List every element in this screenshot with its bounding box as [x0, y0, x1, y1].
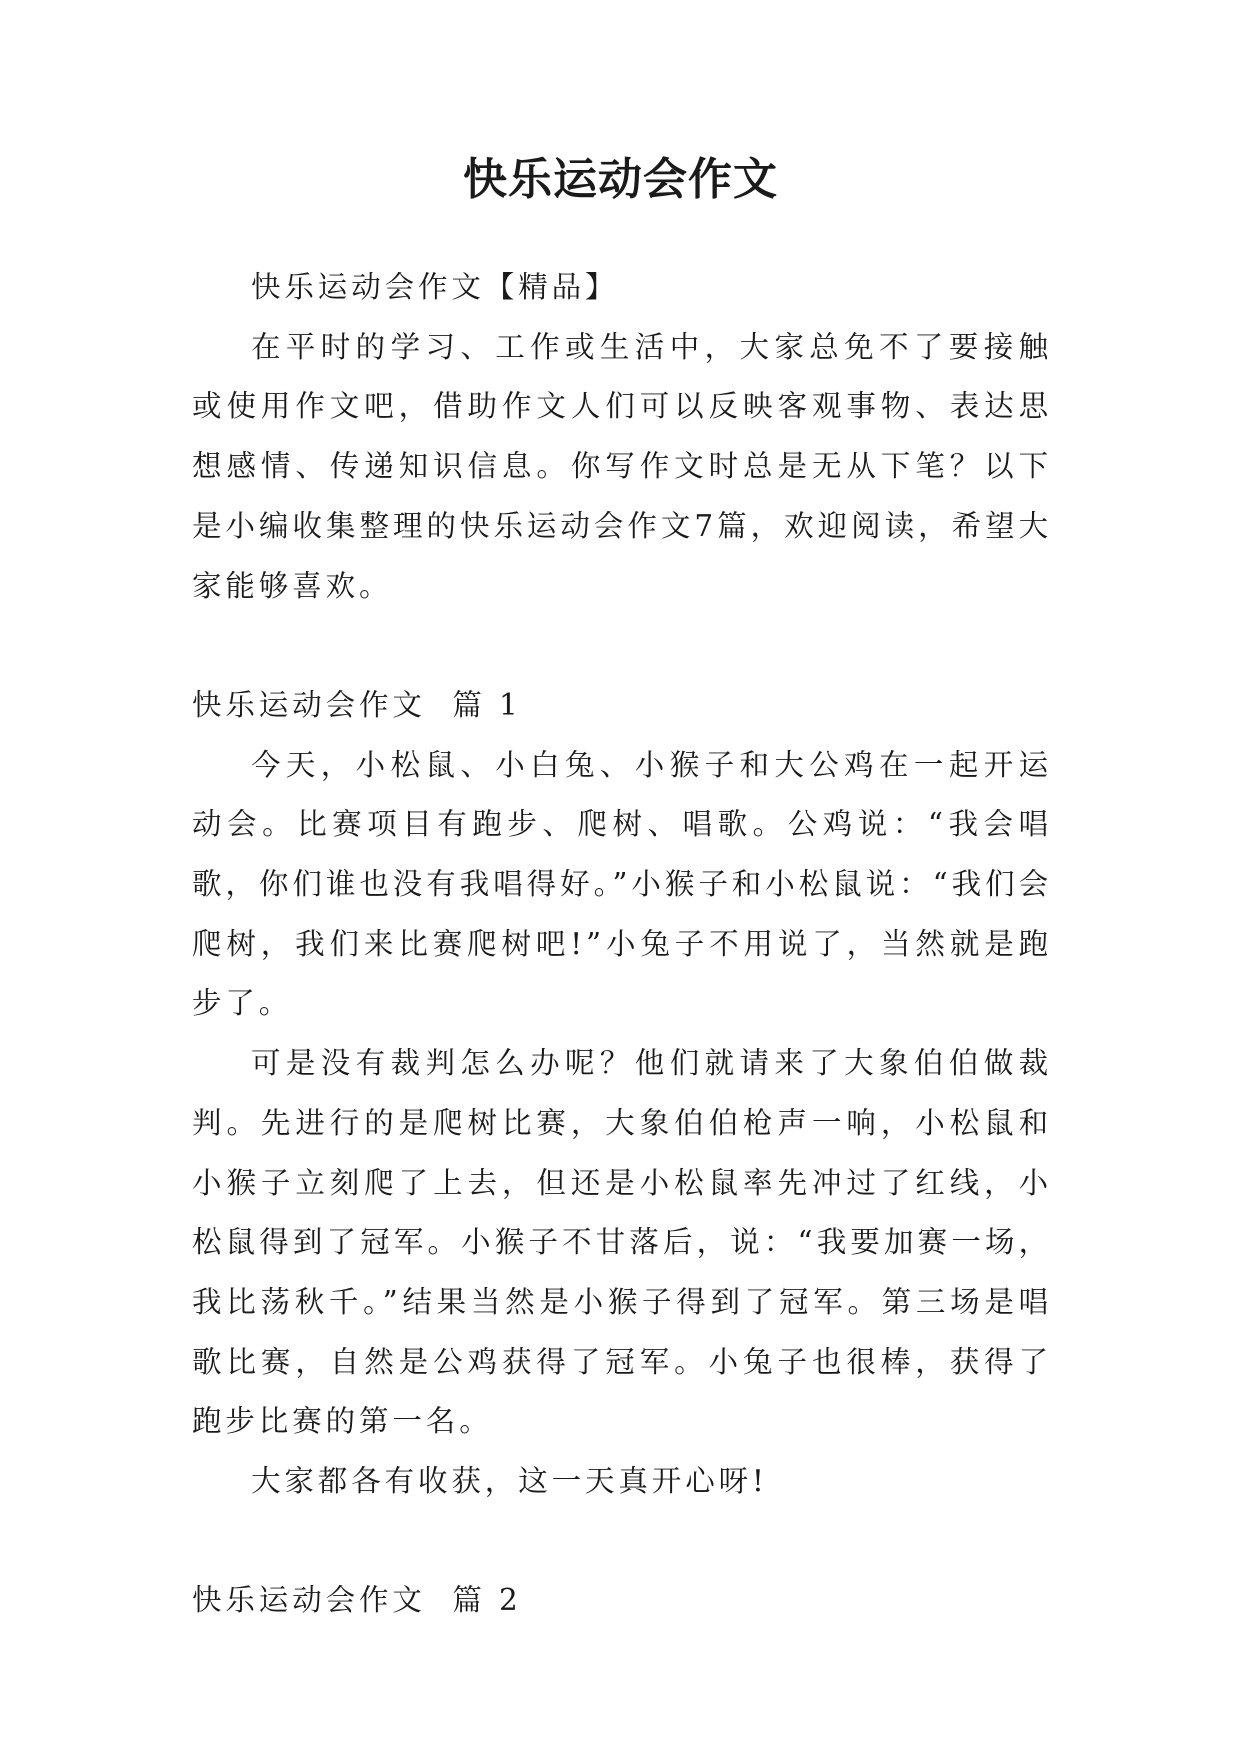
section-1-paragraph-2: 可是没有裁判怎么办呢？他们就请来了大象伯伯做裁判。先进行的是爬树比赛，大象伯伯枪声一响，小松鼠和小猴子立刻爬了上去，但还是小松鼠率先冲过了红线，小松鼠得到了冠军。小猴子不甘落后，说：“我要加赛一场，我比荡秋千。”结果当然是小猴子得到了冠军。第三场是唱歌比赛，自然是公鸡获得了冠军。小兔子也很棒，获得了跑步比赛的第一名。: [192, 1046, 1052, 1439]
section-spacer: [192, 616, 1052, 676]
section-heading-1: 快乐运动会作文 篇 1: [192, 687, 522, 722]
document-subtitle: 快乐运动会作文【精品】: [251, 270, 619, 304]
section-heading-2: 快乐运动会作文 篇 2: [192, 1583, 522, 1618]
section-1-paragraph-3: 大家都各有收获，这一天真开心呀!: [251, 1464, 768, 1499]
section-1-paragraph-1: 今天，小松鼠、小白兔、小猴子和大公鸡在一起开运动会。比赛项目有跑步、爬树、唱歌。公鸡说：“我会唱歌，你们谁也没有我唱得好。”小猴子和小松鼠说：“我们会爬树，我们来比赛爬树吧!”小兔子不用说了，当然就是跑步了。: [192, 747, 1052, 1021]
document-title: 快乐运动会作文: [463, 154, 778, 205]
intro-paragraph: 在平时的学习、工作或生活中，大家总免不了要接触或使用作文吧，借助作文人们可以反映客观事物、表达思想感情、传递知识信息。你写作文时总是无从下笔？以下是小编收集整理的快乐运动会作文7篇，欢迎阅读，希望大家能够喜欢。: [192, 329, 1052, 603]
document-body: [192, 258, 1052, 1631]
section-spacer: [192, 1512, 1052, 1572]
